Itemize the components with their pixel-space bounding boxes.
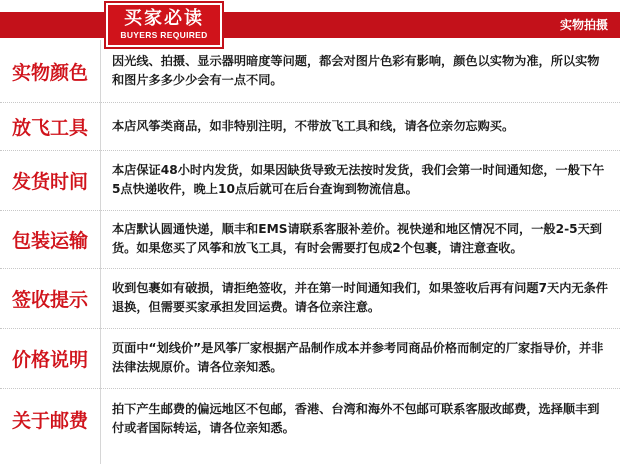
row-text [112, 210, 608, 268]
row-postage [0, 388, 620, 450]
row-label: 价格说明 [11, 348, 88, 371]
row-text-content: 本店风筝类商品，如非特别注明，不带放飞工具和线，请各位亲勿忘购买。 [112, 118, 515, 133]
row-label: 包装运输 [11, 229, 88, 252]
row-text-content: 因光线、拍摄、显示器明暗度等问题，都会对图片色彩有影响，颜色以实物为准，所以实物和图片多多少少会有一点不同。 [112, 54, 600, 87]
row-label: 签收提示 [11, 288, 88, 311]
row-packaging [0, 210, 620, 268]
row-text-content: 本店保证48小时内发货，如果因缺货导致无法按时发货，我们会第一时间通知您，一般下午5点快递收件，晚上10点后就可在后台查询到物流信息。 [112, 163, 605, 196]
row-label: 关于邮费 [11, 409, 88, 432]
header-bar [0, 12, 620, 38]
row-text-content: 本店默认圆通快递，顺丰和EMS请联系客服补差价。视快递和地区情况不同，一般2-5天到货。如果您买了风筝和放飞工具，有时会需要打包成2个包裹，请注意查收。 [112, 222, 602, 255]
badge-title: 买家必读 [124, 8, 204, 29]
row-text [112, 102, 608, 150]
badge-subtitle: BUYERS REQUIRED [120, 30, 208, 40]
row-price-notes [0, 328, 620, 388]
row-text [112, 150, 608, 210]
row-label: 发货时间 [11, 170, 88, 193]
row-text-content: 页面中“划线价”是风筝厂家根据产品制作成本并参考同商品价格而制定的厂家指导价，并非法律法规原价。请各位亲知悉。 [112, 341, 604, 374]
row-receipt-tips [0, 268, 620, 328]
row-text-content: 收到包裹如有破损，请拒绝签收，并在第一时间通知我们，如果签收后再有问题7天内无条件退换，但需要买家承担发回运费。请各位亲注意。 [112, 281, 608, 314]
row-label: 实物颜色 [11, 61, 88, 84]
row-flying-tools [0, 102, 620, 150]
real-photo-label: 实物拍摄 [559, 18, 608, 32]
row-text [112, 388, 608, 450]
row-text-content: 拍下产生邮费的偏远地区不包邮，香港、台湾和海外不包邮可联系客服改邮费，选择顺丰到付或者国际转运，请各位亲知悉。 [112, 402, 600, 435]
row-shipping-time [0, 150, 620, 210]
row-label: 放飞工具 [11, 116, 88, 139]
row-text [112, 328, 608, 388]
row-text [112, 40, 608, 102]
row-text [112, 268, 608, 328]
row-color [0, 40, 620, 102]
